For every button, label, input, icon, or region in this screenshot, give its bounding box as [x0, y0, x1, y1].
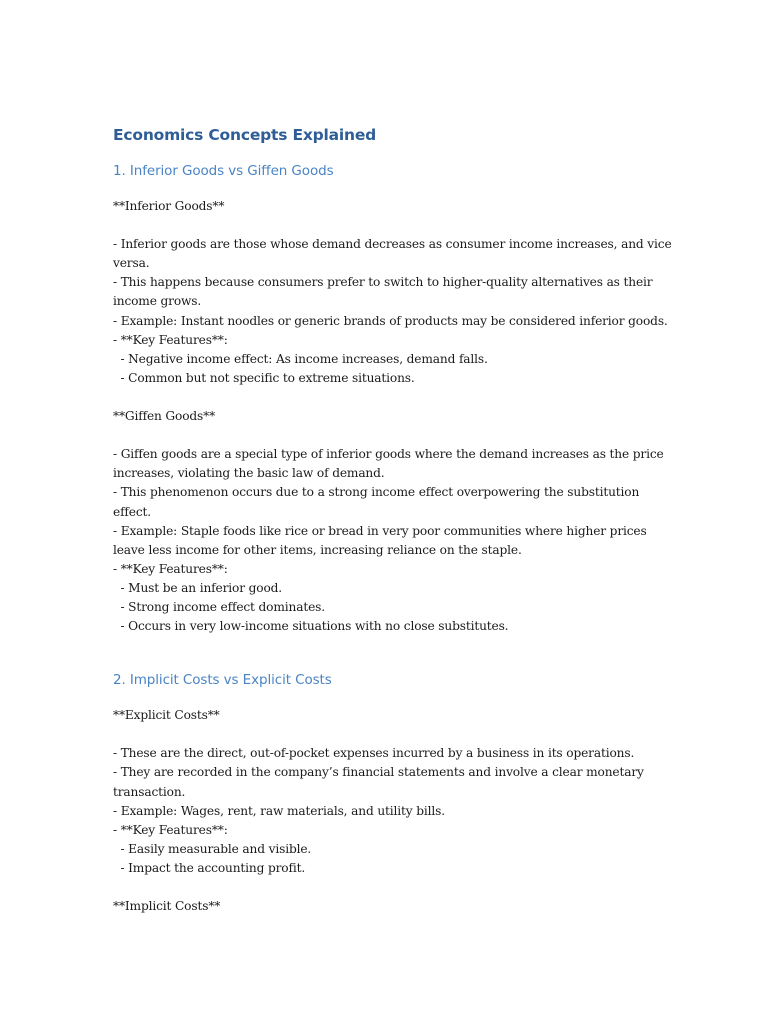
paragraph-line: - Must be an inferior good.	[113, 580, 283, 595]
paragraph-line: effect.	[113, 504, 151, 519]
block-label-explicit-costs: **Explicit Costs**	[113, 708, 220, 723]
paragraph-line: versa.	[113, 256, 150, 271]
paragraph-line: - This happens because consumers prefer to switch to higher-quality alternatives as their	[113, 275, 653, 290]
paragraph-line: increases, violating the basic law of demand.	[113, 466, 385, 481]
paragraph-line: income grows.	[113, 294, 202, 309]
paragraph-line: leave less income for other items, increasing reliance on the staple.	[113, 542, 522, 557]
paragraph-line: - Negative income effect: As income increases, demand falls.	[113, 351, 488, 366]
paragraph-line: - Easily measurable and visible.	[113, 841, 312, 856]
document-page	[113, 124, 673, 916]
paragraph-line: - This phenomenon occurs due to a strong income effect overpowering the substitution	[113, 485, 640, 500]
paragraph-line: - Giffen goods are a special type of inferior goods where the demand increases as the price	[113, 447, 664, 462]
paragraph-line: - Example: Wages, rent, raw materials, and utility bills.	[113, 803, 445, 818]
paragraph-line: - They are recorded in the company’s financial statements and involve a clear monetary	[113, 765, 644, 780]
section-heading-2: 2. Implicit Costs vs Explicit Costs	[113, 672, 332, 689]
block-label-implicit-costs: **Implicit Costs**	[113, 899, 221, 914]
paragraph-line: - Common but not specific to extreme situations.	[113, 370, 415, 385]
paragraph-line: - Example: Instant noodles or generic brands of products may be considered inferior goods.	[113, 313, 668, 328]
block-label-giffen-goods: **Giffen Goods**	[113, 409, 216, 424]
paragraph-line: transaction.	[113, 784, 186, 799]
paragraph-line: - Occurs in very low-income situations with no close substitutes.	[113, 619, 509, 634]
paragraph-line: - **Key Features**:	[113, 822, 228, 837]
paragraph-line: - Inferior goods are those whose demand decreases as consumer income increases, and vice	[113, 237, 672, 252]
document-title: Economics Concepts Explained	[113, 126, 377, 144]
block-label-inferior-goods: **Inferior Goods**	[113, 199, 225, 213]
paragraph-line: - **Key Features**:	[113, 332, 228, 347]
paragraph-line: - These are the direct, out-of-pocket expenses incurred by a business in its operations.	[113, 746, 635, 761]
section-heading-1: 1. Inferior Goods vs Giffen Goods	[113, 163, 334, 179]
paragraph-line: - Impact the accounting profit.	[113, 860, 306, 875]
paragraph-line: - Example: Staple foods like rice or bread in very poor communities where higher prices	[113, 523, 647, 538]
paragraph-line: - Strong income effect dominates.	[113, 599, 325, 614]
paragraph-line: - **Key Features**:	[113, 561, 228, 576]
